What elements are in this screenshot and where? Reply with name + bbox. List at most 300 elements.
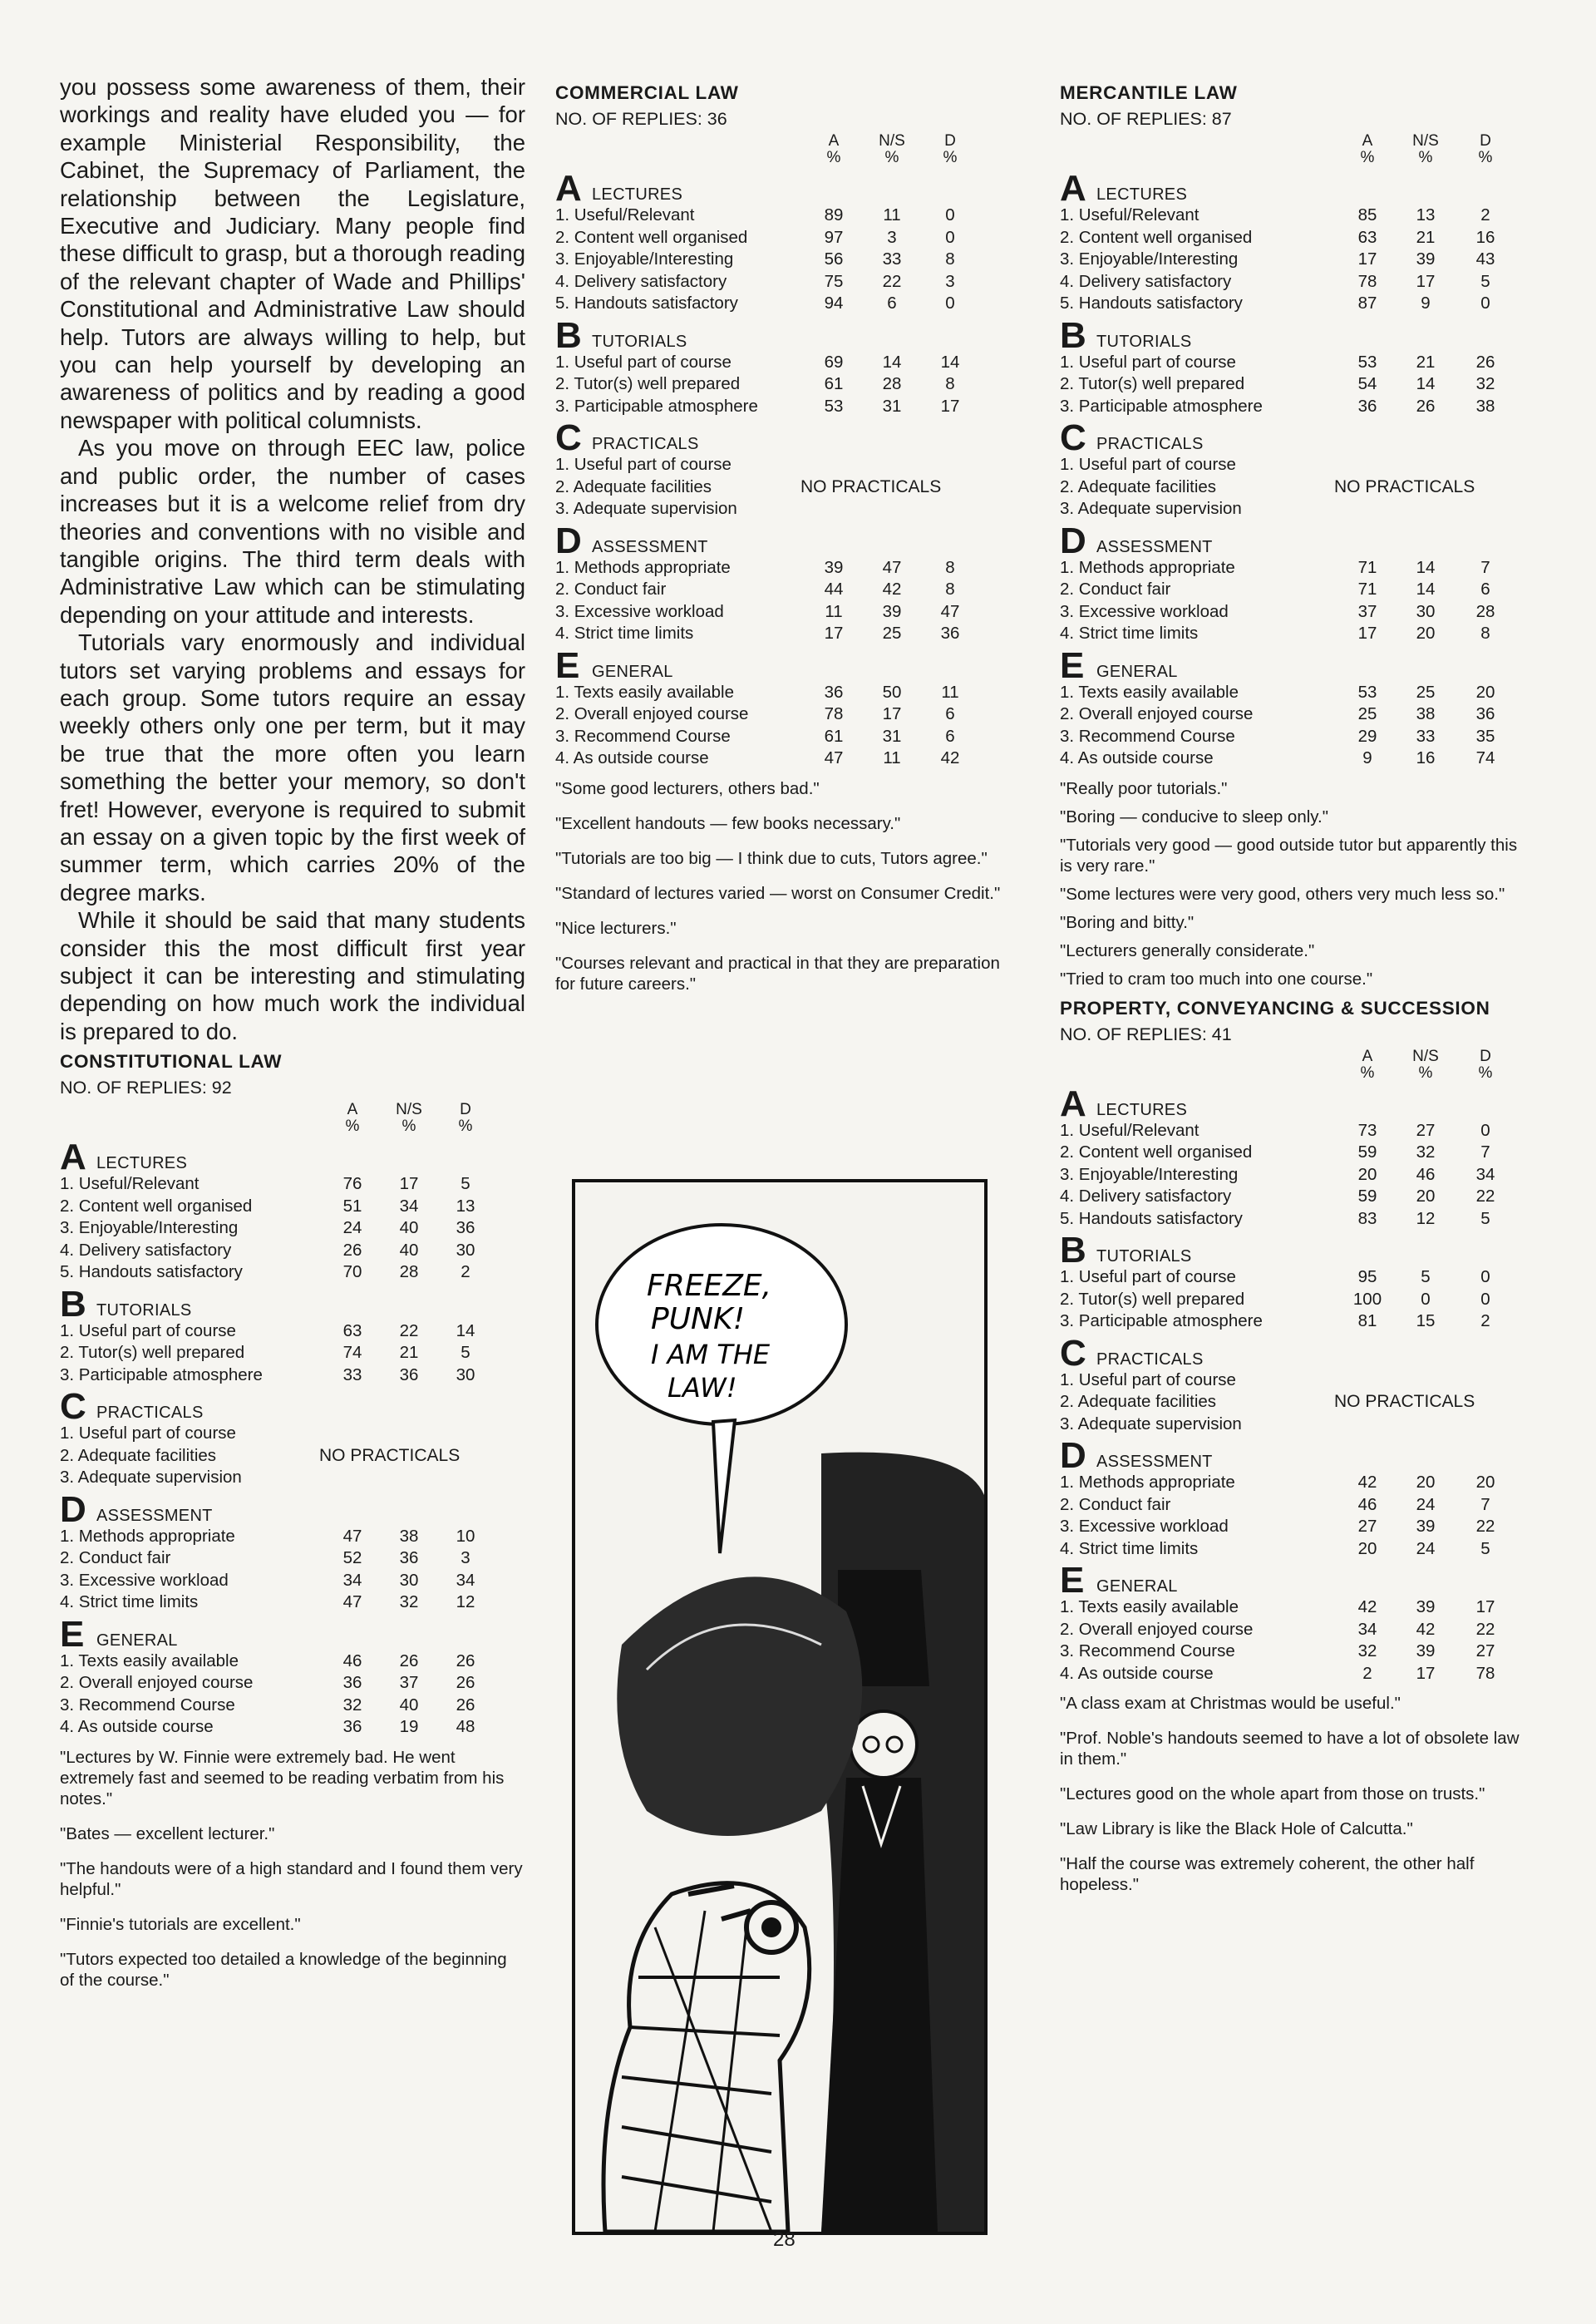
row-value: 33 bbox=[882, 249, 902, 269]
row-value: 42 bbox=[1357, 1473, 1377, 1492]
row-value: 16 bbox=[1475, 227, 1495, 247]
row-value: 2 bbox=[1480, 205, 1490, 225]
row-label: 3. Excessive workload bbox=[1060, 1517, 1229, 1536]
row-label: 2. Adequate facilities bbox=[1060, 476, 1217, 496]
row-value: 52 bbox=[342, 1548, 362, 1568]
row-value: 0 bbox=[945, 227, 955, 247]
row-value: 34 bbox=[456, 1570, 475, 1590]
row-value: 12 bbox=[456, 1592, 475, 1612]
comments bbox=[1060, 1693, 1527, 1895]
row-value: 17 bbox=[1357, 624, 1377, 643]
row-label: 4. Strict time limits bbox=[1060, 624, 1199, 643]
survey-row bbox=[1060, 1369, 1527, 1392]
row-value: 28 bbox=[399, 1262, 419, 1282]
intro-paragraph: While it should be said that many students consider this the most difficult first year subject it can be interesting and stimulating depending on how much work the individual is prepared to do. bbox=[60, 907, 525, 1044]
header-percent: % bbox=[826, 149, 841, 166]
survey-title: PROPERTY, CONVEYANCING & SUCCESSION bbox=[1060, 997, 1490, 1019]
row-value: 2 bbox=[1362, 1663, 1372, 1683]
row-value: 39 bbox=[1416, 1641, 1436, 1660]
row-value: 39 bbox=[1416, 249, 1436, 269]
survey-row bbox=[1060, 579, 1527, 601]
row-label: 2. Adequate facilities bbox=[555, 476, 712, 496]
row-value: 29 bbox=[1357, 726, 1377, 746]
survey-row bbox=[60, 1173, 525, 1196]
survey-row bbox=[555, 373, 1002, 396]
header-percent: % bbox=[1478, 1063, 1493, 1082]
section-label: LECTURES bbox=[592, 185, 683, 204]
student-comment: "Tutors expected too detailed a knowledge of the beginning of the course." bbox=[60, 1949, 507, 1990]
survey-row bbox=[555, 682, 1002, 704]
row-value: 61 bbox=[824, 374, 844, 393]
row-value: 71 bbox=[1357, 557, 1377, 577]
survey-row bbox=[1060, 293, 1527, 315]
speech-line: I AM THE bbox=[651, 1339, 771, 1370]
row-value: 6 bbox=[1480, 580, 1490, 599]
row-value: 36 bbox=[399, 1548, 419, 1568]
row-value: 2 bbox=[1480, 1311, 1490, 1330]
row-label: 4. Strict time limits bbox=[555, 624, 694, 643]
row-value: 39 bbox=[882, 601, 902, 621]
student-comment: "Tutorials very good — good outside tutor but apparently this is very rare." bbox=[1060, 835, 1518, 876]
row-label: 2. Tutor(s) well prepared bbox=[1060, 374, 1245, 393]
row-value: 0 bbox=[1480, 1120, 1490, 1140]
row-value: 19 bbox=[399, 1717, 419, 1737]
section-letter: C bbox=[1060, 1332, 1086, 1374]
section-label: PRACTICALS bbox=[1096, 1349, 1204, 1369]
row-value: 54 bbox=[1357, 374, 1377, 393]
section-lectures bbox=[1060, 168, 1527, 209]
row-value: 74 bbox=[1475, 748, 1495, 767]
row-label: 1. Texts easily available bbox=[60, 1650, 239, 1670]
student-comment: "Tried to cram too much into one course." bbox=[1060, 969, 1373, 989]
replies-count: NO. OF REPLIES: 41 bbox=[1060, 1024, 1232, 1044]
intro-text bbox=[60, 73, 525, 1045]
row-value: 20 bbox=[1416, 1187, 1436, 1206]
student-comment: "Really poor tutorials." bbox=[1060, 778, 1228, 798]
row-label: 4. As outside course bbox=[1060, 1663, 1214, 1683]
section-letter: A bbox=[1060, 168, 1086, 209]
row-value: 27 bbox=[1357, 1517, 1377, 1536]
survey-row bbox=[1060, 1516, 1527, 1538]
row-value: 22 bbox=[1475, 1517, 1495, 1536]
row-value: 22 bbox=[882, 271, 902, 291]
row-value: 47 bbox=[882, 557, 902, 577]
speech-line: LAW! bbox=[667, 1372, 737, 1404]
row-value: 27 bbox=[1475, 1641, 1495, 1660]
section-practicals bbox=[1060, 1332, 1527, 1374]
student-comment: "Tutorials are too big — I think due to cuts, Tutors agree." bbox=[555, 848, 988, 868]
section-letter: B bbox=[555, 314, 582, 356]
section-letter: C bbox=[555, 417, 582, 458]
row-value: 20 bbox=[1357, 1164, 1377, 1184]
section-practicals bbox=[1060, 417, 1527, 458]
row-label: 4. As outside course bbox=[555, 748, 709, 767]
survey-row bbox=[1060, 726, 1527, 748]
row-value: 26 bbox=[456, 1673, 475, 1693]
section-label: PRACTICALS bbox=[1096, 435, 1204, 453]
property-law-survey bbox=[1060, 997, 1527, 1896]
row-value: 24 bbox=[1416, 1538, 1436, 1558]
survey-row bbox=[1060, 682, 1527, 704]
row-label: 1. Useful part of course bbox=[555, 455, 732, 474]
survey-row bbox=[555, 579, 1002, 601]
row-value: 46 bbox=[1357, 1494, 1377, 1514]
row-value: 34 bbox=[1357, 1619, 1377, 1639]
row-label: 2. Tutor(s) well prepared bbox=[60, 1343, 245, 1363]
section-label: TUTORIALS bbox=[592, 332, 687, 351]
row-value: 17 bbox=[940, 396, 960, 416]
survey-row bbox=[1060, 1266, 1527, 1289]
survey-row bbox=[555, 748, 1002, 770]
row-value: 22 bbox=[399, 1320, 419, 1340]
row-label: 3. Adequate supervision bbox=[555, 499, 737, 518]
row-label: 4. Delivery satisfactory bbox=[555, 271, 727, 291]
row-label: 3. Participable atmosphere bbox=[555, 396, 758, 416]
row-value: 14 bbox=[1416, 374, 1436, 393]
survey-row bbox=[555, 271, 1002, 294]
survey-row bbox=[555, 352, 1002, 374]
row-value: 36 bbox=[940, 624, 960, 643]
section-lectures bbox=[1060, 1083, 1527, 1124]
row-label: 2. Overall enjoyed course bbox=[1060, 704, 1254, 723]
header-percent: % bbox=[401, 1118, 416, 1136]
row-value: 100 bbox=[1352, 1289, 1382, 1309]
row-value: 5 bbox=[1480, 1538, 1490, 1558]
row-value: 0 bbox=[1480, 294, 1490, 313]
row-value: 11 bbox=[941, 682, 959, 702]
survey-row bbox=[60, 1196, 525, 1218]
section-letter: B bbox=[60, 1283, 86, 1325]
row-value: 40 bbox=[399, 1218, 419, 1238]
survey-row bbox=[555, 249, 1002, 271]
row-value: 3 bbox=[945, 271, 955, 291]
row-label: 3. Excessive workload bbox=[1060, 601, 1229, 621]
section-letter: A bbox=[1060, 1083, 1086, 1124]
student-comment: "Lecturers generally considerate." bbox=[1060, 940, 1315, 960]
survey-title: MERCANTILE LAW bbox=[1060, 82, 1238, 103]
student-comment: "Finnie's tutorials are excellent." bbox=[60, 1914, 301, 1934]
row-value: 71 bbox=[1357, 580, 1377, 599]
row-value: 39 bbox=[1416, 1517, 1436, 1536]
header-d: D bbox=[944, 132, 956, 150]
row-value: 17 bbox=[1416, 1663, 1436, 1683]
row-value: 8 bbox=[945, 557, 955, 577]
row-label: 1. Useful part of course bbox=[1060, 455, 1236, 474]
row-label: 4. Delivery satisfactory bbox=[60, 1240, 232, 1260]
survey-row bbox=[1060, 476, 1527, 499]
survey-title: COMMERCIAL LAW bbox=[555, 82, 739, 103]
header-percent: % bbox=[1418, 149, 1433, 166]
comments bbox=[60, 1747, 525, 1991]
survey-row bbox=[1060, 1186, 1527, 1208]
row-label: 2. Content well organised bbox=[1060, 227, 1253, 247]
section-label: GENERAL bbox=[1096, 1577, 1178, 1596]
row-label: 3. Recommend Course bbox=[60, 1695, 235, 1715]
row-label: 2. Tutor(s) well prepared bbox=[555, 374, 741, 393]
section-letter: A bbox=[555, 168, 582, 209]
row-label: 2. Overall enjoyed course bbox=[555, 704, 749, 723]
row-value: 9 bbox=[1362, 748, 1372, 767]
row-label: 1. Useful/Relevant bbox=[1060, 205, 1199, 225]
row-value: 6 bbox=[945, 704, 955, 723]
row-label: 2. Conduct fair bbox=[555, 580, 667, 599]
column-headers bbox=[1060, 131, 1527, 168]
row-value: 5 bbox=[1480, 1208, 1490, 1228]
section-letter: C bbox=[60, 1386, 86, 1428]
row-label: 1. Useful part of course bbox=[1060, 1267, 1236, 1286]
survey-row bbox=[60, 1467, 525, 1489]
row-value: 36 bbox=[1475, 704, 1495, 723]
survey-row bbox=[60, 1526, 525, 1548]
row-label: 2. Conduct fair bbox=[60, 1548, 171, 1568]
cartoon-illustration bbox=[572, 1179, 988, 2235]
section-label: ASSESSMENT bbox=[1096, 1453, 1213, 1471]
row-value: 17 bbox=[399, 1174, 419, 1194]
survey-row bbox=[555, 227, 1002, 249]
row-value: 25 bbox=[1416, 682, 1436, 702]
row-value: 26 bbox=[399, 1650, 419, 1670]
section-practicals bbox=[555, 417, 1002, 458]
student-comment: "Standard of lectures varied — worst on Consumer Credit." bbox=[555, 883, 1001, 903]
row-value: 30 bbox=[456, 1364, 475, 1384]
survey-row bbox=[60, 1445, 525, 1468]
row-value: 34 bbox=[399, 1196, 419, 1216]
student-comment: "Bates — excellent lecturer." bbox=[60, 1823, 275, 1843]
row-value: 0 bbox=[945, 294, 955, 313]
section-letter: E bbox=[1060, 1560, 1085, 1601]
replies-count: NO. OF REPLIES: 36 bbox=[555, 109, 727, 129]
row-label: 3. Participable atmosphere bbox=[1060, 396, 1263, 416]
survey-row bbox=[1060, 1414, 1527, 1436]
header-a: A bbox=[1362, 1047, 1373, 1065]
survey-row bbox=[555, 726, 1002, 748]
survey-row bbox=[60, 1570, 525, 1592]
row-value: 47 bbox=[940, 601, 960, 621]
row-value: 70 bbox=[342, 1262, 362, 1282]
survey-row bbox=[60, 1240, 525, 1262]
header-percent: % bbox=[943, 149, 958, 166]
section-tutorials bbox=[60, 1283, 525, 1325]
row-value: 20 bbox=[1357, 1538, 1377, 1558]
column-right bbox=[1060, 81, 1527, 1909]
section-label: ASSESSMENT bbox=[96, 1506, 213, 1525]
row-value: 24 bbox=[1416, 1494, 1436, 1514]
row-value: 5 bbox=[1421, 1267, 1431, 1286]
section-label: GENERAL bbox=[96, 1631, 178, 1650]
section-lectures bbox=[60, 1137, 525, 1178]
section-general bbox=[555, 644, 1002, 686]
row-label: 4. As outside course bbox=[60, 1717, 214, 1737]
survey-row bbox=[1060, 748, 1527, 770]
header-percent: % bbox=[345, 1118, 360, 1136]
row-value: 34 bbox=[1475, 1164, 1495, 1184]
row-value: 63 bbox=[1357, 227, 1377, 247]
section-letter: A bbox=[60, 1137, 86, 1178]
row-label: 1. Useful part of course bbox=[1060, 1369, 1236, 1389]
row-label: 2. Conduct fair bbox=[1060, 580, 1171, 599]
row-value: 78 bbox=[1357, 271, 1377, 291]
row-value: 20 bbox=[1475, 1473, 1495, 1492]
row-label: 1. Methods appropriate bbox=[1060, 557, 1235, 577]
row-value: 78 bbox=[1475, 1663, 1495, 1683]
student-comment: "A class exam at Christmas would be useful." bbox=[1060, 1694, 1401, 1713]
survey-row bbox=[555, 476, 1002, 499]
row-value: 14 bbox=[456, 1320, 475, 1340]
section-label: ASSESSMENT bbox=[1096, 537, 1213, 556]
row-value: 97 bbox=[824, 227, 844, 247]
row-value: 34 bbox=[342, 1570, 362, 1590]
row-value: 8 bbox=[945, 374, 955, 393]
section-practicals bbox=[60, 1386, 525, 1428]
section-letter: D bbox=[1060, 1435, 1086, 1476]
row-label: 1. Useful part of course bbox=[1060, 352, 1236, 372]
section-label: GENERAL bbox=[592, 662, 673, 681]
row-value: 42 bbox=[1416, 1619, 1436, 1639]
section-tutorials bbox=[1060, 314, 1527, 356]
row-value: 20 bbox=[1416, 624, 1436, 643]
header-d: D bbox=[1480, 1047, 1491, 1065]
row-value: 12 bbox=[1416, 1208, 1436, 1228]
row-label: 3. Participable atmosphere bbox=[60, 1364, 263, 1384]
judge-dredd-cartoon bbox=[572, 1179, 988, 2235]
row-value: 28 bbox=[1475, 601, 1495, 621]
row-value: 26 bbox=[456, 1695, 475, 1715]
survey-row bbox=[1060, 1142, 1527, 1164]
student-comment: "Boring and bitty." bbox=[1060, 912, 1195, 932]
row-value: 53 bbox=[824, 396, 844, 416]
survey-row bbox=[1060, 1641, 1527, 1663]
section-letter: E bbox=[60, 1613, 85, 1655]
row-value: 44 bbox=[824, 580, 844, 599]
survey-row bbox=[555, 396, 1002, 418]
header-a: A bbox=[1362, 132, 1373, 150]
row-value: 36 bbox=[1357, 396, 1377, 416]
survey-row bbox=[1060, 1596, 1527, 1619]
row-value: 32 bbox=[342, 1695, 362, 1715]
row-label: 1. Methods appropriate bbox=[60, 1526, 235, 1546]
survey-row bbox=[1060, 601, 1527, 624]
row-value: 26 bbox=[342, 1240, 362, 1260]
column-headers bbox=[1060, 1047, 1527, 1083]
row-value: 38 bbox=[399, 1526, 419, 1546]
row-value: 36 bbox=[824, 682, 844, 702]
row-value: 36 bbox=[342, 1673, 362, 1693]
row-value: 20 bbox=[1416, 1473, 1436, 1492]
row-value: 42 bbox=[940, 748, 960, 767]
row-label: 5. Handouts satisfactory bbox=[60, 1262, 243, 1282]
survey-row bbox=[1060, 1472, 1527, 1494]
student-comment: "Law Library is like the Black Hole of Calcutta." bbox=[1060, 1819, 1413, 1838]
student-comment: "Some lectures were very good, others very much less so." bbox=[1060, 884, 1505, 904]
survey-row bbox=[1060, 249, 1527, 271]
student-comment: "Some good lecturers, others bad." bbox=[555, 778, 820, 798]
row-label: 3. Recommend Course bbox=[555, 726, 731, 746]
row-value: 11 bbox=[883, 205, 901, 225]
row-label: 2. Adequate facilities bbox=[1060, 1392, 1217, 1411]
survey-row bbox=[1060, 454, 1527, 476]
row-value: 59 bbox=[1357, 1142, 1377, 1162]
row-value: 46 bbox=[342, 1650, 362, 1670]
replies-count: NO. OF REPLIES: 87 bbox=[1060, 109, 1232, 129]
survey-title: CONSTITUTIONAL LAW bbox=[60, 1051, 283, 1073]
header-ns: N/S bbox=[1412, 1047, 1439, 1065]
row-value: 0 bbox=[1421, 1289, 1431, 1309]
row-label: 5. Handouts satisfactory bbox=[555, 294, 738, 313]
constitutional-law-survey bbox=[60, 1050, 525, 1991]
survey-row bbox=[1060, 373, 1527, 396]
page-number: 28 bbox=[773, 2228, 796, 2251]
survey-row bbox=[60, 1716, 525, 1739]
survey-row bbox=[555, 293, 1002, 315]
row-value: 42 bbox=[1357, 1597, 1377, 1616]
column-headers bbox=[60, 1100, 525, 1137]
section-general bbox=[60, 1613, 525, 1655]
row-value: 13 bbox=[1416, 205, 1436, 225]
row-value: 24 bbox=[342, 1218, 362, 1238]
speech-line: FREEZE, bbox=[647, 1269, 772, 1303]
section-label: TUTORIALS bbox=[1096, 332, 1192, 351]
section-letter: D bbox=[555, 520, 582, 561]
row-value: 17 bbox=[824, 624, 844, 643]
row-value: 17 bbox=[882, 704, 902, 723]
intro-paragraph: As you move on through EEC law, police and public order, the number of cases increases but it is a welcome relief from dry theories and conventions with no visible and tangible origins. The third term deals with Administrative Law which can be stimulating depending on your attitude and interests. bbox=[60, 435, 525, 628]
row-label: 5. Handouts satisfactory bbox=[1060, 294, 1243, 313]
section-label: LECTURES bbox=[96, 1154, 188, 1173]
row-value: 95 bbox=[1357, 1267, 1377, 1286]
row-label: 1. Methods appropriate bbox=[1060, 1473, 1235, 1492]
row-value: 48 bbox=[456, 1717, 475, 1737]
student-comment: "Nice lecturers." bbox=[555, 918, 677, 938]
section-assessment bbox=[555, 520, 1002, 561]
survey-row bbox=[555, 703, 1002, 726]
row-value: 15 bbox=[1416, 1311, 1436, 1330]
row-value: 59 bbox=[1357, 1187, 1377, 1206]
commercial-law-survey bbox=[555, 81, 1002, 994]
row-value: 21 bbox=[1416, 227, 1436, 247]
header-ns: N/S bbox=[879, 132, 905, 150]
row-label: 2. Content well organised bbox=[555, 227, 748, 247]
survey-row bbox=[1060, 227, 1527, 249]
row-value: 36 bbox=[456, 1218, 475, 1238]
row-value: 47 bbox=[342, 1526, 362, 1546]
row-value: 36 bbox=[399, 1364, 419, 1384]
row-value: 63 bbox=[342, 1320, 362, 1340]
row-value: 14 bbox=[1416, 580, 1436, 599]
row-value: 51 bbox=[342, 1196, 362, 1216]
survey-row bbox=[60, 1591, 525, 1614]
row-label: 4. Strict time limits bbox=[1060, 1538, 1199, 1558]
row-value: 2 bbox=[461, 1262, 470, 1282]
survey-row bbox=[60, 1672, 525, 1695]
student-comment: "Lectures by W. Finnie were extremely bad. He went extremely fast and seemed to be reading verbatim from his notes." bbox=[60, 1747, 505, 1808]
survey-row bbox=[60, 1695, 525, 1717]
section-label: GENERAL bbox=[1096, 662, 1178, 681]
row-value: 56 bbox=[824, 249, 844, 269]
row-label: 1. Texts easily available bbox=[1060, 682, 1239, 702]
row-label: 2. Content well organised bbox=[1060, 1142, 1253, 1162]
row-label: 3. Enjoyable/Interesting bbox=[1060, 249, 1239, 269]
row-value: 78 bbox=[824, 704, 844, 723]
header-d: D bbox=[1480, 132, 1491, 150]
row-value: 11 bbox=[825, 601, 843, 621]
survey-row bbox=[60, 1650, 525, 1673]
row-value: 40 bbox=[399, 1695, 419, 1715]
row-value: 31 bbox=[882, 396, 902, 416]
no-practicals-note: NO PRACTICALS bbox=[800, 476, 942, 496]
survey-row bbox=[1060, 1310, 1527, 1333]
row-label: 1. Useful part of course bbox=[555, 352, 732, 372]
row-value: 17 bbox=[1416, 271, 1436, 291]
